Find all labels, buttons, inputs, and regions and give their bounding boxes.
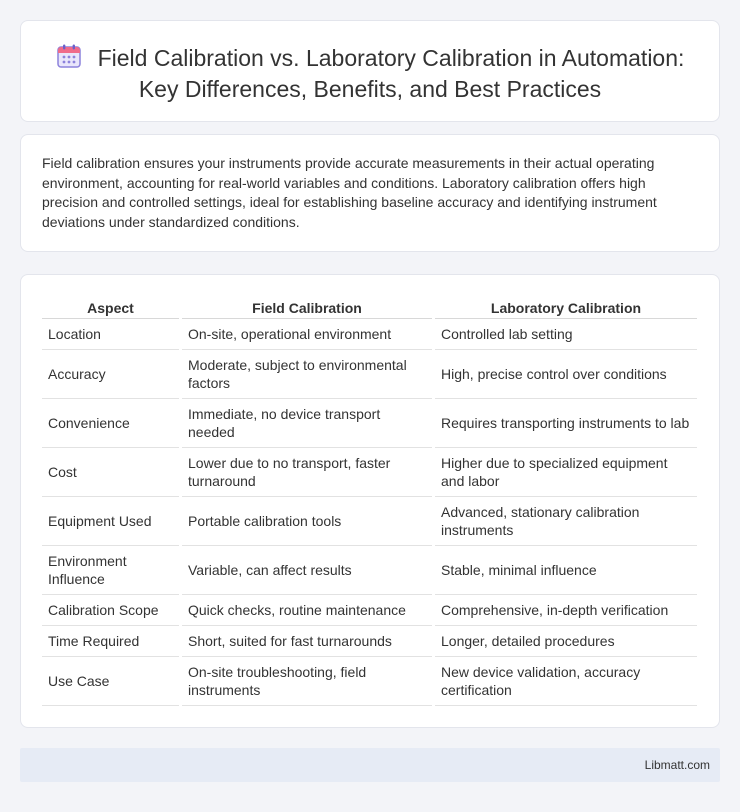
table-row <box>42 350 697 399</box>
header-aspect: Aspect <box>42 297 179 319</box>
table-row <box>42 319 697 350</box>
cell-lab: Longer, detailed procedures <box>435 626 697 657</box>
intro-card <box>20 134 720 252</box>
page-title <box>51 43 689 105</box>
table-row <box>42 497 697 546</box>
cell-aspect: Use Case <box>42 657 179 706</box>
cell-lab: Higher due to specialized equipment and labor <box>435 448 697 497</box>
cell-field: Lower due to no transport, faster turnaround <box>182 448 432 497</box>
footer-brand-link[interactable]: Libmatt.com <box>644 758 710 772</box>
cell-lab: New device validation, accuracy certification <box>435 657 697 706</box>
cell-lab: Stable, minimal influence <box>435 546 697 595</box>
table-row <box>42 448 697 497</box>
comparison-card <box>20 274 720 728</box>
table-row <box>42 546 697 595</box>
header-laboratory-calibration: Laboratory Calibration <box>435 297 697 319</box>
cell-lab: High, precise control over conditions <box>435 350 697 399</box>
cell-aspect: Calibration Scope <box>42 595 179 626</box>
comparison-table <box>39 297 700 706</box>
table-row <box>42 626 697 657</box>
header-field-calibration: Field Calibration <box>182 297 432 319</box>
cell-field: Moderate, subject to environmental factors <box>182 350 432 399</box>
page-title-text: Field Calibration vs. Laboratory Calibration in Automation: Key Differences, Benefits, and Best Practices <box>97 45 685 102</box>
cell-aspect: Cost <box>42 448 179 497</box>
cell-aspect: Equipment Used <box>42 497 179 546</box>
cell-field: Variable, can affect results <box>182 546 432 595</box>
table-row <box>42 595 697 626</box>
cell-aspect: Time Required <box>42 626 179 657</box>
cell-field: On-site troubleshooting, field instruments <box>182 657 432 706</box>
cell-field: Immediate, no device transport needed <box>182 399 432 448</box>
table-row <box>42 399 697 448</box>
title-card <box>20 20 720 122</box>
cell-field: On-site, operational environment <box>182 319 432 350</box>
calendar-icon <box>56 43 82 69</box>
cell-aspect: Location <box>42 319 179 350</box>
cell-aspect: Accuracy <box>42 350 179 399</box>
footer <box>20 748 720 782</box>
cell-field: Quick checks, routine maintenance <box>182 595 432 626</box>
table-header-row <box>42 297 697 319</box>
cell-lab: Comprehensive, in-depth verification <box>435 595 697 626</box>
cell-lab: Requires transporting instruments to lab <box>435 399 697 448</box>
cell-field: Short, suited for fast turnarounds <box>182 626 432 657</box>
intro-paragraph: Field calibration ensures your instruments provide accurate measurements in their actual operating environment, accounting for real-world variables and conditions. Laboratory calibration offers high precision and controlled settings, ideal for establishing baseline accuracy and identifying instrument deviations under standardized conditions. <box>42 155 657 230</box>
cell-field: Portable calibration tools <box>182 497 432 546</box>
cell-lab: Advanced, stationary calibration instruments <box>435 497 697 546</box>
table-row <box>42 657 697 706</box>
cell-aspect: Convenience <box>42 399 179 448</box>
cell-aspect: Environment Influence <box>42 546 179 595</box>
cell-lab: Controlled lab setting <box>435 319 697 350</box>
